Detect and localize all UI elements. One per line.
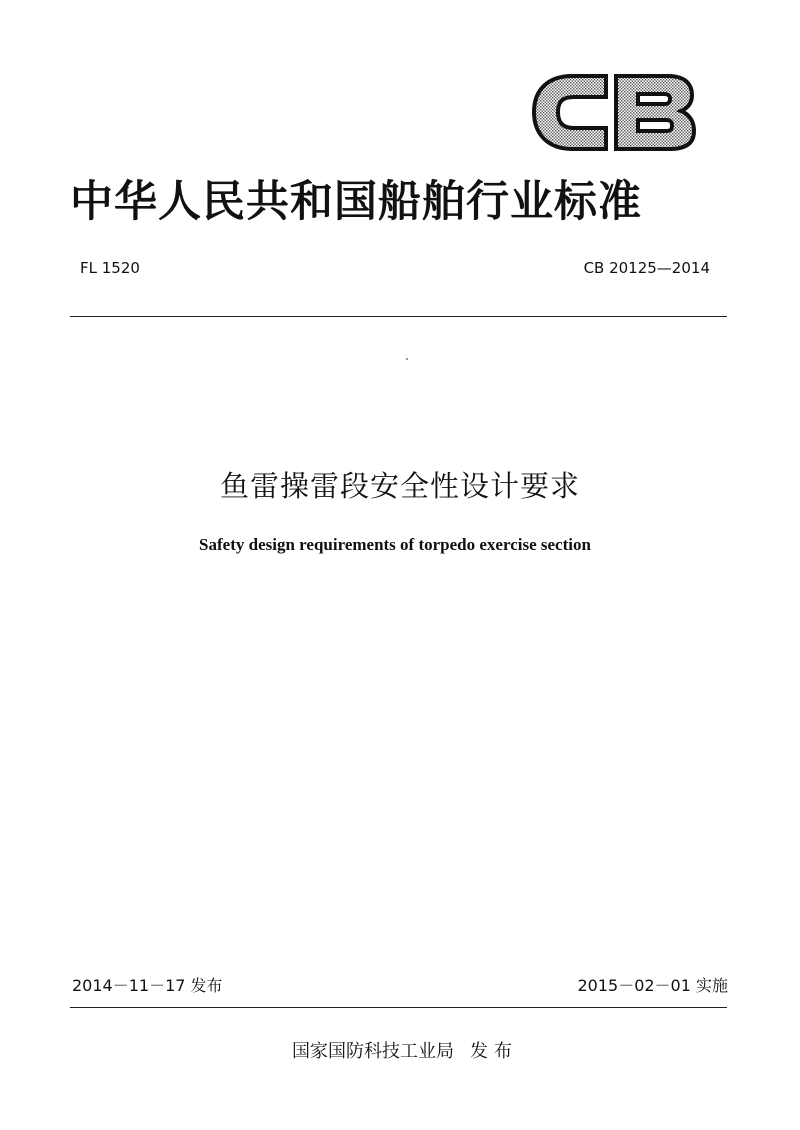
- classification-code: FL 1520: [80, 259, 140, 277]
- publish-action: 发布: [470, 1041, 518, 1062]
- scan-speck: [406, 358, 408, 360]
- logo-letter-b: [616, 76, 694, 149]
- standard-number: CB 20125—2014: [583, 259, 710, 277]
- header-divider: [70, 316, 727, 317]
- authority-title: 中华人民共和国船舶行业标准: [70, 177, 642, 227]
- publisher-name: 国家国防科技工业局: [292, 1041, 454, 1062]
- cb-logo: [528, 70, 698, 155]
- issue-date: 2014－11－17 发布: [72, 976, 223, 995]
- logo-letter-c: [534, 76, 606, 149]
- document-title-english: Safety design requirements of torpedo exercise section: [199, 535, 591, 554]
- footer-divider: [70, 1007, 727, 1008]
- document-title-chinese: 鱼雷操雷段安全性设计要求: [219, 469, 580, 503]
- publisher-line: [292, 1040, 518, 1064]
- implementation-date: 2015－02－01 实施: [577, 976, 728, 995]
